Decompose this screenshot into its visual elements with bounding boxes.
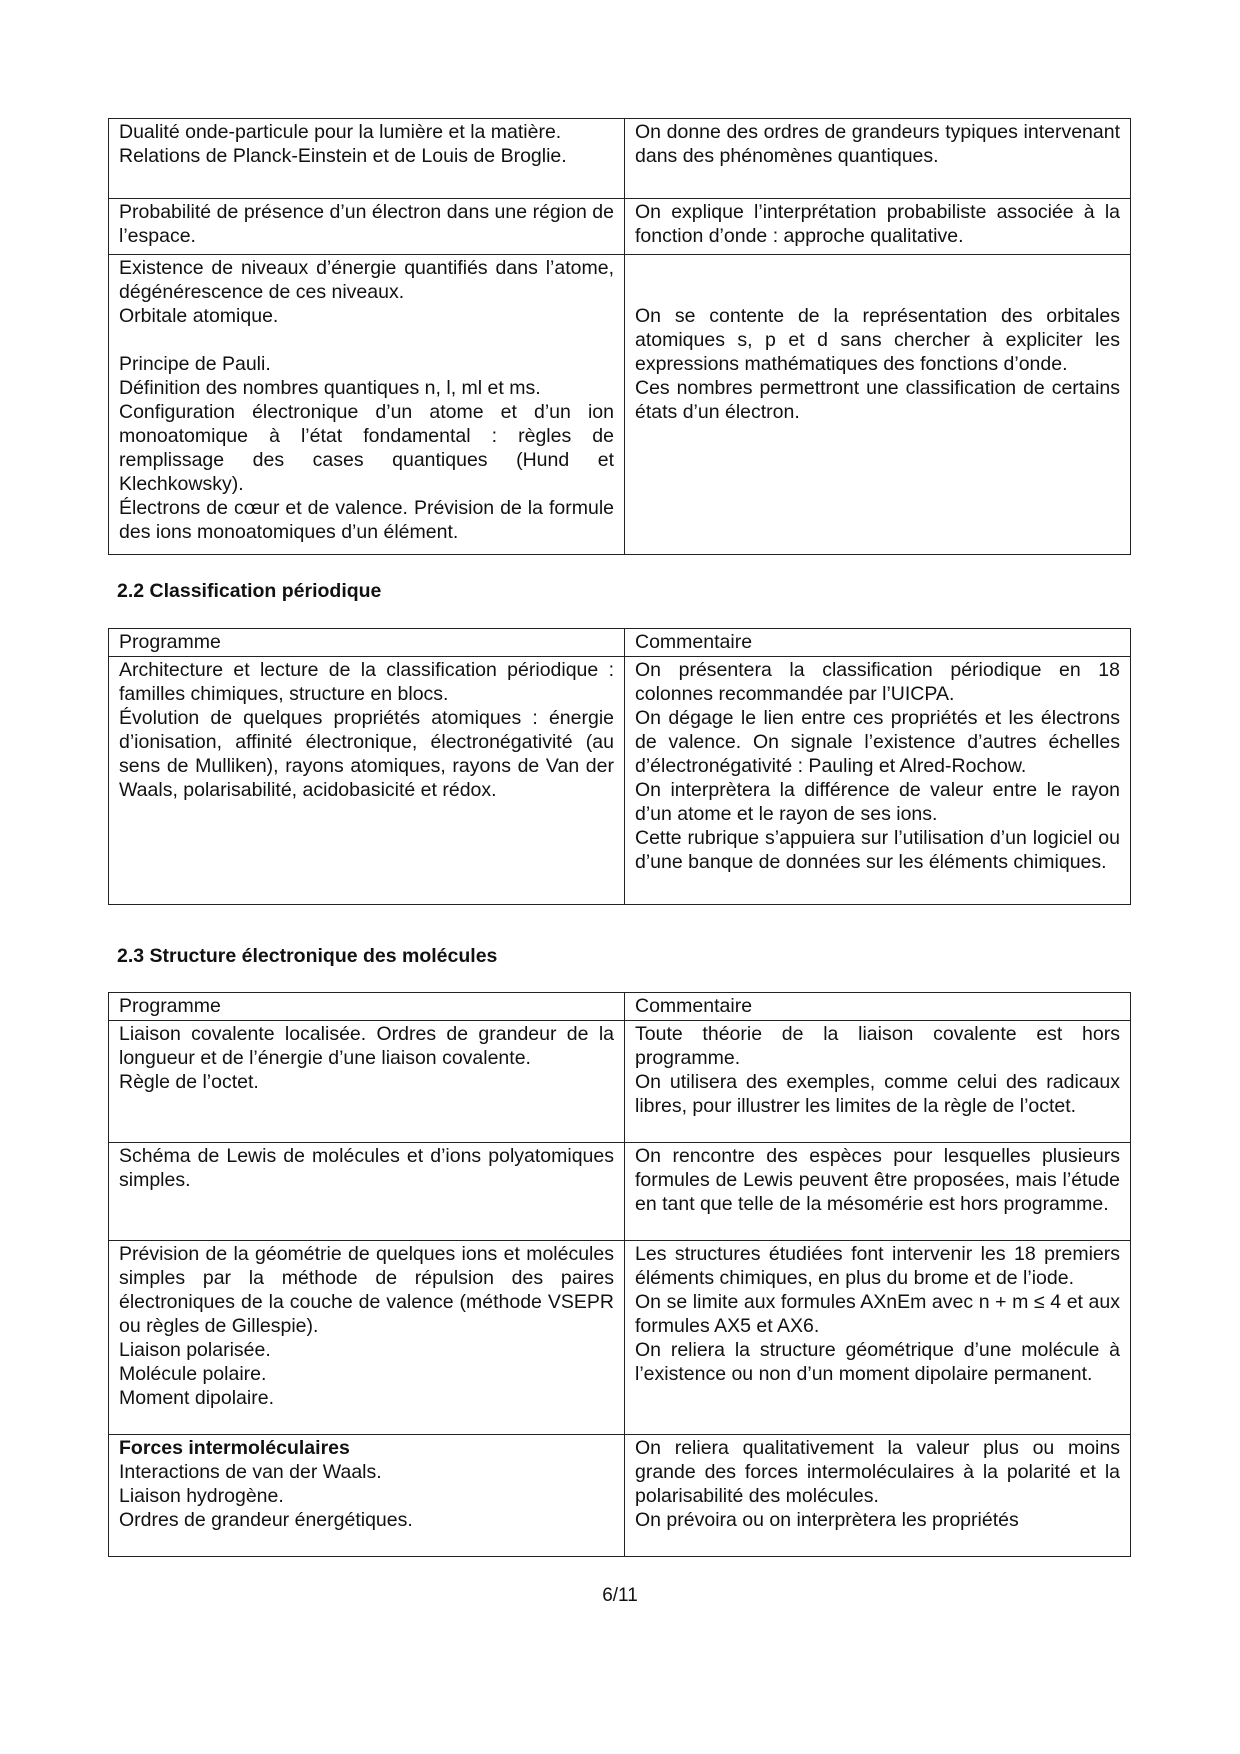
text-line: Forces intermoléculaires <box>119 1437 350 1459</box>
text-line: Liaison covalente localisée. Ordres de grandeur de la longueur et de l’énergie d’une liaison covalente. <box>119 1023 614 1069</box>
text-line: On rencontre des espèces pour lesquelles plusieurs formules de Lewis peuvent être proposées, mais l’étude en tant que telle de la mésomérie est hors programme. <box>635 1145 1120 1215</box>
cell-programme <box>109 199 625 255</box>
text-line: Les structures étudiées font intervenir les 18 premiers éléments chimiques, en plus du brome et de l’iode. <box>635 1243 1120 1289</box>
column-header: Programme <box>109 993 625 1021</box>
text-line: Ces nombres permettront une classification de certains états d’un électron. <box>635 377 1120 423</box>
table-quantum <box>108 118 1131 555</box>
cell-commentaire <box>625 199 1131 255</box>
text-line: Dualité onde-particule pour la lumière et la matière. <box>119 121 562 143</box>
text-line: Existence de niveaux d’énergie quantifiés dans l’atome, dégénérescence de ces niveaux. <box>119 257 614 303</box>
table-row <box>109 657 1131 905</box>
cell-commentaire <box>625 1435 1131 1557</box>
text-line: Liaison polarisée. <box>119 1339 271 1361</box>
text-line: Définition des nombres quantiques n, l, ml et ms. <box>119 377 541 399</box>
column-header: Commentaire <box>625 993 1131 1021</box>
section-title: 2.2 Classification périodique <box>117 580 382 602</box>
text-line: On présentera la classification périodique en 18 colonnes recommandée par l’UICPA. <box>635 659 1120 705</box>
text-line: Électrons de cœur et de valence. Prévision de la formule des ions monoatomiques d’un élément. <box>119 497 614 543</box>
column-header: Programme <box>109 629 625 657</box>
cell-commentaire <box>625 1143 1131 1241</box>
column-header: Commentaire <box>625 629 1131 657</box>
table-row <box>109 1241 1131 1435</box>
text-line: Moment dipolaire. <box>119 1387 274 1409</box>
text-line: Règle de l’octet. <box>119 1071 259 1093</box>
table-header-row <box>109 629 1131 657</box>
cell-programme <box>109 657 625 905</box>
text-line: On dégage le lien entre ces propriétés et les électrons de valence. On signale l’existence d’autres échelles d’électronégativité : Pauling et Alred-Rochow. <box>635 707 1120 777</box>
text-line: Ordres de grandeur énergétiques. <box>119 1509 413 1531</box>
text-line: Évolution de quelques propriétés atomiques : énergie d’ionisation, affinité électronique, électronégativité (au sens de Mulliken), rayons atomiques, rayons de Van der Waals, polarisabilité, acidobasicité et rédox. <box>119 707 614 801</box>
text-line: On reliera qualitativement la valeur plus ou moins grande des forces intermoléculaires à la polarité et la polarisabilité des molécules. <box>635 1437 1120 1507</box>
text-line: On interprètera la différence de valeur entre le rayon d’un atome et le rayon de ses ions. <box>635 779 1120 825</box>
cell-commentaire <box>625 657 1131 905</box>
cell-programme <box>109 119 625 199</box>
cell-commentaire <box>625 1241 1131 1435</box>
cell-commentaire <box>625 1021 1131 1143</box>
cell-programme <box>109 1241 625 1435</box>
table-header-row <box>109 993 1131 1021</box>
cell-programme <box>109 1021 625 1143</box>
table-row <box>109 119 1131 199</box>
cell-commentaire <box>625 119 1131 199</box>
text-line: Toute théorie de la liaison covalente est hors programme. <box>635 1023 1120 1069</box>
cell-programme <box>109 1435 625 1557</box>
text-line: Cette rubrique s’appuiera sur l’utilisation d’un logiciel ou d’une banque de données sur les éléments chimiques. <box>635 827 1120 873</box>
text-line: On se limite aux formules AXnEm avec n + m ≤ 4 et aux formules AX5 et AX6. <box>635 1291 1120 1337</box>
cell-commentaire <box>625 255 1131 555</box>
text-line: On explique l’interprétation probabiliste associée à la fonction d’onde : approche qualitative. <box>635 201 1120 247</box>
text-line: Liaison hydrogène. <box>119 1485 284 1507</box>
text-line: On utilisera des exemples, comme celui des radicaux libres, pour illustrer les limites de la règle de l’octet. <box>635 1071 1120 1117</box>
table-row <box>109 1021 1131 1143</box>
cell-programme <box>109 255 625 555</box>
table-row <box>109 1143 1131 1241</box>
text-line: Probabilité de présence d’un électron dans une région de l’espace. <box>119 201 614 247</box>
text-line: Molécule polaire. <box>119 1363 267 1385</box>
section-title: 2.3 Structure électronique des molécules <box>117 945 498 967</box>
text-line: Architecture et lecture de la classification périodique : familles chimiques, structure en blocs. <box>119 659 614 705</box>
text-line: Schéma de Lewis de molécules et d’ions polyatomiques simples. <box>119 1145 614 1191</box>
text-line: On se contente de la représentation des orbitales atomiques s, p et d sans chercher à expliciter les expressions mathématiques des fonctions d’onde. <box>635 305 1120 375</box>
table-row <box>109 255 1131 555</box>
cell-programme <box>109 1143 625 1241</box>
text-line: On prévoira ou on interprètera les propriétés <box>635 1509 1019 1531</box>
table-classification <box>108 628 1131 905</box>
text-line: Interactions de van der Waals. <box>119 1461 382 1483</box>
table-row <box>109 1435 1131 1557</box>
text-line: On reliera la structure géométrique d’une molécule à l’existence ou non d’un moment dipolaire permanent. <box>635 1339 1120 1385</box>
text-line: Relations de Planck-Einstein et de Louis de Broglie. <box>119 145 567 167</box>
table-molecules <box>108 992 1131 1557</box>
text-line: Orbitale atomique. <box>119 305 279 327</box>
page-number: 6/11 <box>602 1585 638 1606</box>
text-line: Prévision de la géométrie de quelques ions et molécules simples par la méthode de répulsion des paires électroniques de la couche de valence (méthode VSEPR ou règles de Gillespie). <box>119 1243 614 1337</box>
text-line: Configuration électronique d’un atome et d’un ion monoatomique à l’état fondamental : règles de remplissage des cases quantiques (Hund et Klechkowsky). <box>119 401 614 495</box>
text-line: On donne des ordres de grandeurs typiques intervenant dans des phénomènes quantiques. <box>635 121 1120 167</box>
text-line: Principe de Pauli. <box>119 353 271 375</box>
table-row <box>109 199 1131 255</box>
